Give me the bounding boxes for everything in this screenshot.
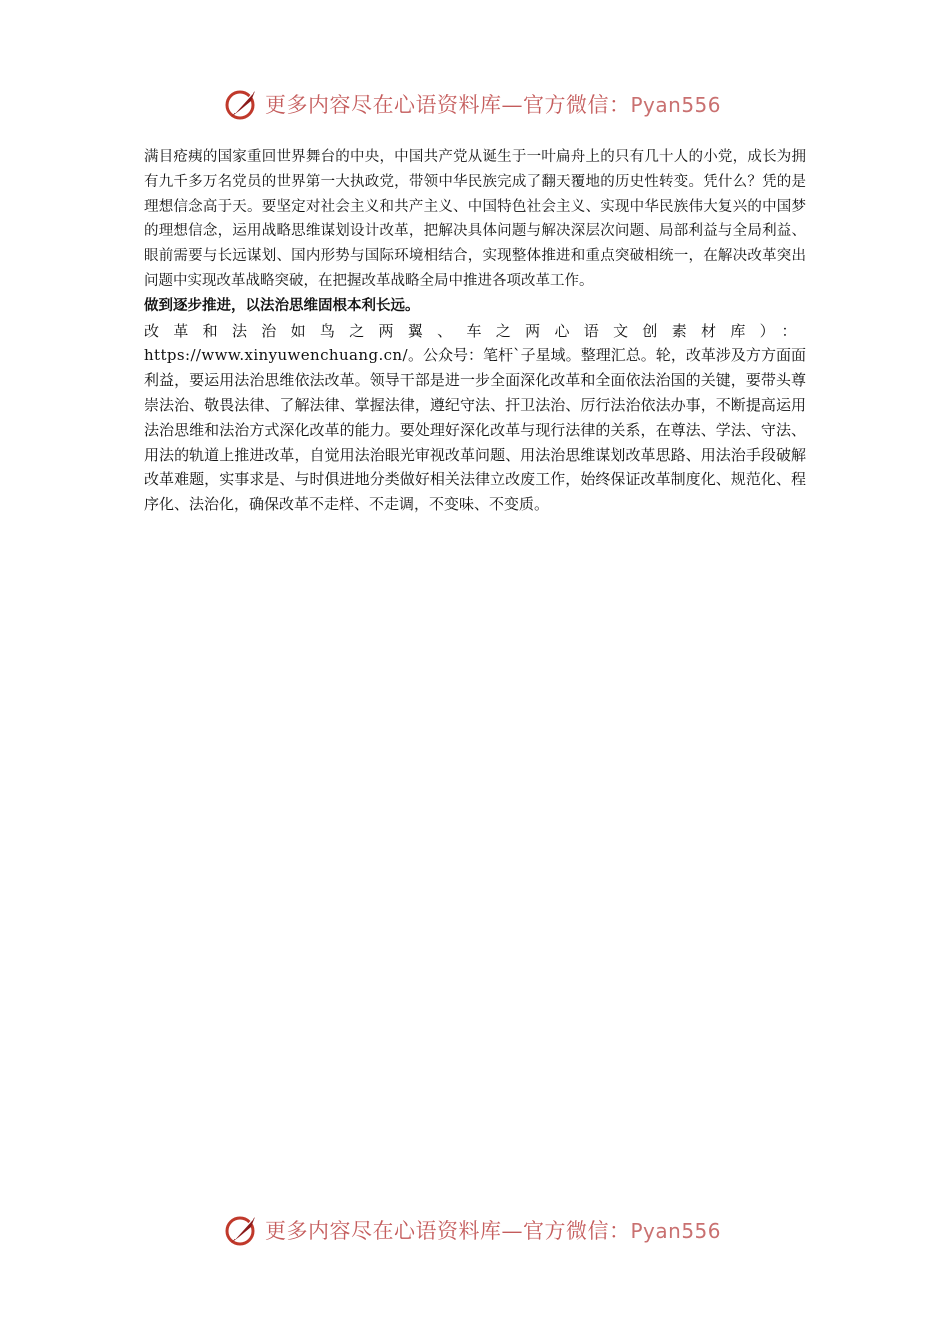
paragraph-ideals: 满目疮痍的国家重回世界舞台的中央，中国共产党从诞生于一叶扁舟上的只有几十人的小党，成长为拥有九千多万名党员的世界第一大执政党，带领中华民族完成了翻天覆地的历史性转变。凭什么？凭的是理想信念高于天。要坚定对社会主义和共产主义、中国特色社会主义、实现中华民族伟大复兴的中国梦的理想信念，运用战略思维谋划设计改革，把解决具体问题与解决深层次问题、局部利益与全局利益、眼前需要与长远谋划、国内形势与国际环境相结合，实现整体推进和重点突破相统一，在解决改革突出问题中实现改革战略突破，在把握改革战略全局中推进各项改革工作。 xyxy=(144,149,806,289)
source-url: https://www.xinyuwenchuang.cn/ xyxy=(144,346,408,365)
quill-pen-logo-icon xyxy=(225,1213,259,1247)
wechat-id: Pyan556 xyxy=(630,93,722,117)
wechat-id: Pyan556 xyxy=(630,1219,722,1243)
section-heading: 做到逐步推进，以法治思维固根本利长远。 xyxy=(144,297,420,314)
document-body xyxy=(144,145,806,517)
paragraph-lead: 改革和法治如鸟之两翼、车之两心语文创素材库）： xyxy=(144,321,806,340)
header-banner-text: 更多内容尽在心语资料库—官方微信：Pyan556 xyxy=(265,93,722,117)
footer-banner-text: 更多内容尽在心语资料库—官方微信：Pyan556 xyxy=(265,1219,722,1243)
paragraph-body: 。公众号：笔杆`子星域。整理汇总。轮，改革涉及方方面面利益，要运用法治思维依法改革。领导干部是进一步全面深化改革和全面依法治国的关键，要带头尊崇法治、敬畏法律、了解法律、掌握法律，遵纪守法、扞卫法治、厉行法治依法办事，不断提高运用法治思维和法治方式深化改革的能力。要处理好深化改革与现行法律的关系，在尊法、学法、守法、用法的轨道上推进改革，自觉用法治眼光审视改革问题、用法治思维谋划改革思路、用法治手段破解改革难题，实事求是、与时俱进地分类做好相关法律立改废工作，始终保证改革制度化、规范化、程序化、法治化，确保改革不走样、不走调，不变味、不变质。 xyxy=(144,346,806,514)
paragraph-rule-of-law xyxy=(144,319,806,517)
footer-banner xyxy=(225,1210,725,1250)
header-banner xyxy=(225,84,725,124)
quill-pen-logo-icon xyxy=(225,87,259,121)
